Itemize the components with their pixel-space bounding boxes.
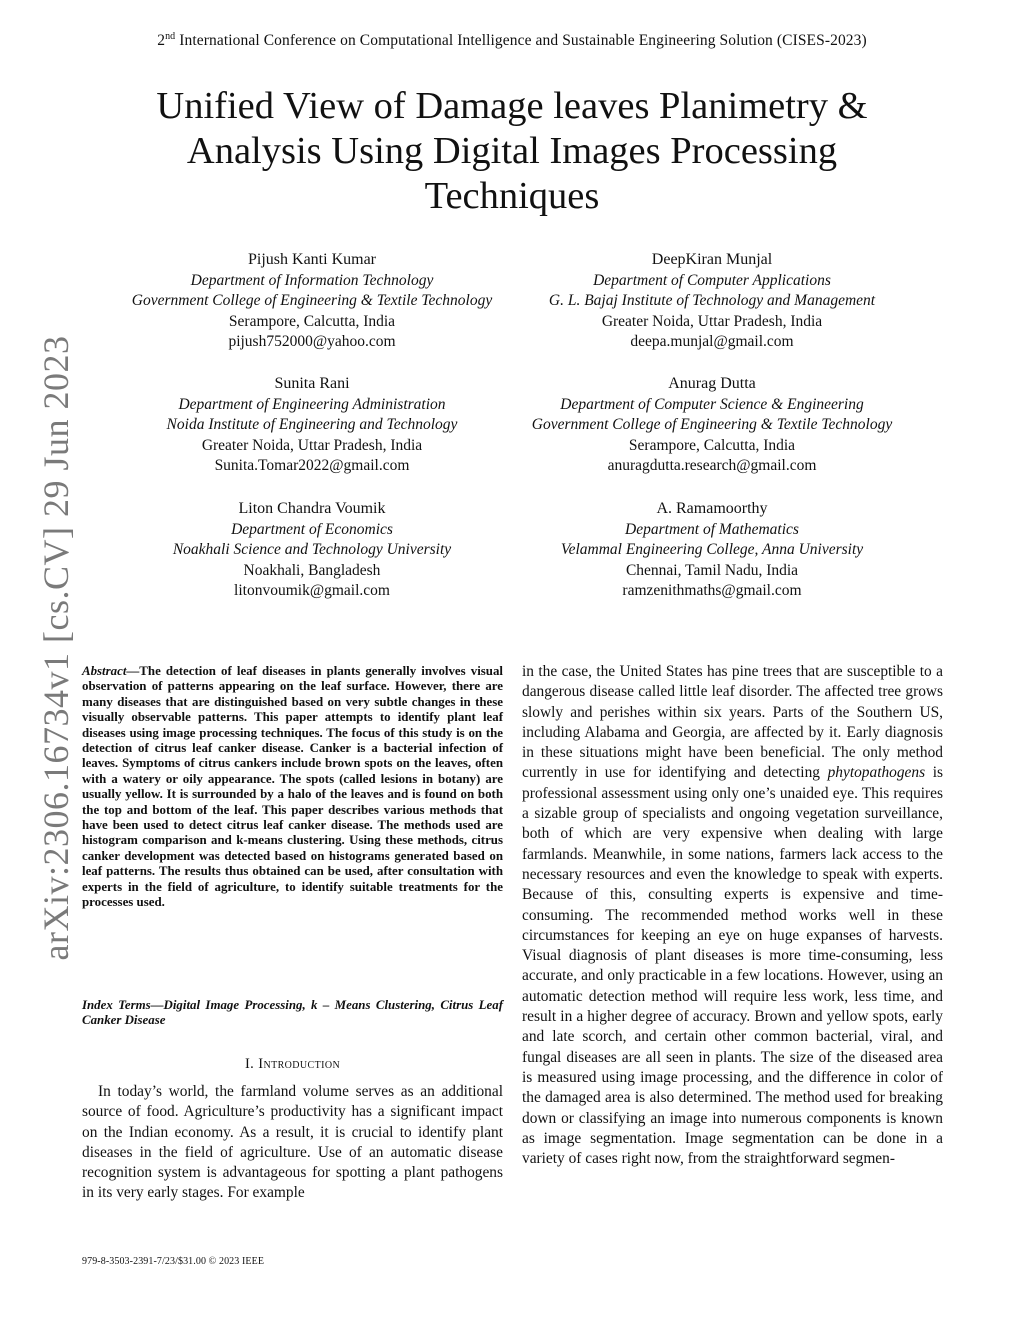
abstract xyxy=(82,664,503,911)
right-column-paragraph xyxy=(522,662,943,1169)
author-name: A. Ramamoorthy xyxy=(656,500,768,517)
author-department: Department of Computer Science & Engineering xyxy=(560,395,864,413)
author-block-6 xyxy=(482,499,942,602)
author-institution: Velammal Engineering College, Anna University xyxy=(560,541,864,559)
author-block-4 xyxy=(482,374,942,477)
author-department: Department of Computer Applications xyxy=(593,271,831,289)
abstract-text: —The detection of leaf diseases in plants generally involves visual observation of patterns appearing on the leaf surface. However, there are many diseases that are distinguished based on very subtle changes in these visually observable patterns. This paper attempts to identify plant leaf diseases using image processing techniques. The focus of this study is on the detection of citrus leaf canker disease. Canker is a bacterial infection of leaves. Symptoms of citrus cankers include brown spots on the leaves, often with a watery or oily appearance. The spots (called lesions in botany) are usually yellow. It is surrounded by a halo of the leaves and is found on both the top and bottom of the leaf. This paper describes various methods that have been used to detect citrus leaf canker disease. The methods used are histogram comparison and k-means clustering. Using these methods, citrus canker development was detected based on histograms generated based on leaf patterns. The results thus obtained can be used, after consultation with experts in the field of agriculture, to identify suitable treatments for the processes used. xyxy=(82,664,503,910)
author-institution: Government College of Engineering & Textile Technology xyxy=(131,292,493,310)
author-department: Department of Mathematics xyxy=(625,520,799,538)
author-email: pijush752000@yahoo.com xyxy=(228,333,396,351)
author-email: deepa.munjal@gmail.com xyxy=(630,333,794,351)
author-institution: G. L. Bajaj Institute of Technology and Management xyxy=(548,292,876,310)
conference-name: International Conference on Computational Intelligence and Sustainable Engineering Solution (CISES-2023) xyxy=(179,32,867,49)
abstract-label: Abstract xyxy=(82,664,127,678)
conference-ordinal-suffix: nd xyxy=(165,30,176,42)
author-institution: Government College of Engineering & Textile Technology xyxy=(531,416,893,434)
paper-title: Unified View of Damage leaves Planimetry & Analysis Using Digital Images Processing Techniques xyxy=(156,85,868,217)
copyright-footer: 979-8-3503-2391-7/23/$31.00 © 2023 IEEE xyxy=(82,1256,265,1267)
author-block-5 xyxy=(82,499,542,602)
author-name: Pijush Kanti Kumar xyxy=(248,251,376,268)
author-institution: Noida Institute of Engineering and Technology xyxy=(166,416,458,434)
author-name: Liton Chandra Voumik xyxy=(238,500,386,517)
introduction-paragraph: In today’s world, the farmland volume serves as an additional source of food. Agriculture’s productivity has a significant impact on the Indian economy. As a result, it is crucial to identify plant diseases in the field of agriculture. Use of an automatic disease recognition system is advantageous for spotting a plant pathogens in its very early stages. For example xyxy=(82,1083,503,1202)
author-location: Chennai, Tamil Nadu, India xyxy=(625,561,799,579)
author-block-3 xyxy=(82,374,542,477)
author-name: Sunita Rani xyxy=(274,375,350,392)
author-email: litonvoumik@gmail.com xyxy=(234,582,390,600)
author-department: Department of Engineering Administration xyxy=(178,395,446,413)
body-text: in the case, the United States has pine trees that are susceptible to a dangerous disease called little leaf disorder. The affected tree grows slowly and perishes within six years. Parts of the Southern US, including Alabama and Georgia, are affected by it. Early diagnosis in these situations might have been beneficial. The only method currently in use for identifying and detecting xyxy=(522,663,943,782)
author-department: Department of Economics xyxy=(231,520,393,538)
conference-ordinal: 2 xyxy=(157,32,166,49)
author-email: anuragdutta.research@gmail.com xyxy=(607,457,817,475)
author-institution: Noakhali Science and Technology University xyxy=(172,541,452,559)
author-name: DeepKiran Munjal xyxy=(651,251,773,268)
author-block-2 xyxy=(482,250,942,353)
author-location: Greater Noida, Uttar Pradesh, India xyxy=(201,436,423,454)
author-location: Serampore, Calcutta, India xyxy=(628,436,796,454)
author-location: Serampore, Calcutta, India xyxy=(228,312,396,330)
emphasized-term: phytopathogens xyxy=(827,764,926,782)
section-heading-introduction: I. Introduction xyxy=(244,1056,341,1072)
index-terms: Index Terms—Digital Image Processing, k – Means Clustering, Citrus Leaf Canker Disease xyxy=(82,998,503,1028)
author-name: Anurag Dutta xyxy=(668,375,756,392)
author-location: Noakhali, Bangladesh xyxy=(243,561,381,579)
conference-header xyxy=(0,32,1024,50)
arxiv-identifier: arXiv:2306.16734v1 [cs.CV] 29 Jun 2023 xyxy=(36,335,76,961)
body-text: is professional assessment using only one’s unaided eye. This requires a sizable group of specialists and ongoing vegetation surveillance, both of which are very expensive when dealing with large farmlands. Meanwhile, in some nations, farmers lack access to the necessary resources and even the knowledge to speak with experts. Because of this, consulting experts is expensive and time-consuming. The recommended method works well in these circumstances for keeping an eye on huge expanses of harvests. Visual diagnosis of plant diseases is more time-consuming, less accurate, and only practicable in a few locations. However, using an automatic detection method will require less work, less time, and result in a higher degree of accuracy. Brown and yellow spots, early and late scorch, and certain other common bacterial, viral, and fungal diseases are all seen in plants. The size of the diseased area is measured using image processing, and the difference in color of the damaged area is also determined. The method used for breaking down or classifying an image into numerous components is known as image segmentation. Image segmentation can be done in a variety of cases right now, from the straightforward segmen- xyxy=(522,764,943,1168)
author-location: Greater Noida, Uttar Pradesh, India xyxy=(601,312,823,330)
author-block-1 xyxy=(82,250,542,353)
author-email: ramzenithmaths@gmail.com xyxy=(622,582,802,600)
author-email: Sunita.Tomar2022@gmail.com xyxy=(214,457,410,475)
author-department: Department of Information Technology xyxy=(190,271,434,289)
